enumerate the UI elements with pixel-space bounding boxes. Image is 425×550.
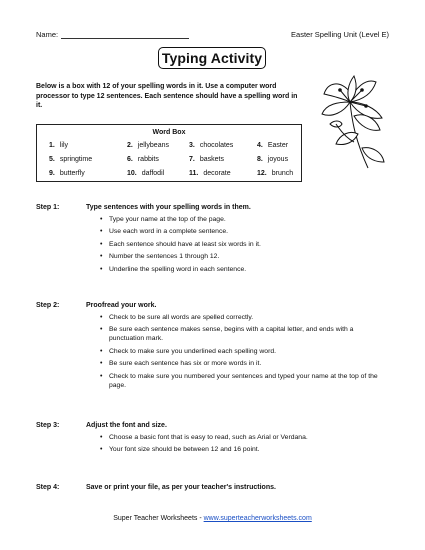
step-1-label: Step 1: bbox=[36, 204, 60, 211]
name-field bbox=[36, 30, 189, 39]
list-item: • Your font size should be between 12 and 16 point. bbox=[100, 445, 390, 454]
word-item bbox=[257, 142, 288, 149]
word-item bbox=[257, 170, 293, 177]
word-text: jellybeans bbox=[137, 142, 169, 149]
word-number: 3. bbox=[189, 142, 195, 149]
word-text: lily bbox=[59, 142, 69, 149]
list-item: • Type your name at the top of the page. bbox=[100, 215, 390, 224]
step-1-title: Type sentences with your spelling words in them. bbox=[86, 204, 251, 211]
list-item: • Number the sentences 1 through 12. bbox=[100, 252, 390, 261]
page-title: Typing Activity bbox=[158, 47, 266, 69]
word-text: Easter bbox=[267, 142, 289, 149]
list-item: • Underline the spelling word in each sentence. bbox=[100, 265, 390, 274]
word-number: 8. bbox=[257, 156, 263, 163]
word-item bbox=[127, 142, 169, 149]
word-text: springtime bbox=[59, 156, 93, 163]
word-number: 7. bbox=[189, 156, 195, 163]
word-number: 4. bbox=[257, 142, 263, 149]
word-number: 9. bbox=[49, 170, 55, 177]
word-text: joyous bbox=[267, 156, 289, 163]
name-label: Name: bbox=[36, 30, 59, 39]
step-2-title: Proofread your work. bbox=[86, 302, 157, 309]
word-item bbox=[257, 156, 288, 163]
intro-text: Below is a box with 12 of your spelling words in it. Use a computer word processor to type 12 sentences. Each sentence should have a spelling word in it. bbox=[36, 83, 298, 110]
footer-link[interactable]: www.superteacherworksheets.com bbox=[203, 515, 312, 522]
word-text: baskets bbox=[199, 156, 224, 163]
lily-flower-icon bbox=[310, 72, 394, 176]
word-item bbox=[127, 170, 164, 177]
word-text: decorate bbox=[203, 170, 231, 177]
list-item: • Each sentence should have at least six words in it. bbox=[100, 240, 390, 249]
unit-label: Easter Spelling Unit (Level E) bbox=[291, 30, 389, 39]
list-item: • Choose a basic font that is easy to read, such as Arial or Verdana. bbox=[100, 433, 390, 442]
word-item bbox=[189, 142, 233, 149]
name-line bbox=[61, 31, 189, 39]
word-item bbox=[49, 170, 85, 177]
word-text: chocolates bbox=[199, 142, 234, 149]
word-box bbox=[36, 124, 302, 182]
word-text: rabbits bbox=[137, 156, 159, 163]
footer-text: Super Teacher Worksheets - bbox=[113, 515, 204, 522]
word-number: 12. bbox=[257, 170, 267, 177]
step-4-label: Step 4: bbox=[36, 484, 60, 491]
word-item bbox=[49, 156, 92, 163]
step-3-title: Adjust the font and size. bbox=[86, 422, 167, 429]
step-4-title: Save or print your file, as per your teacher's instructions. bbox=[86, 484, 276, 491]
word-text: brunch bbox=[271, 170, 294, 177]
list-item: • Check to make sure you underlined each spelling word. bbox=[100, 347, 390, 356]
list-item: • Check to make sure you numbered your sentences and typed your name at the top of the page. bbox=[100, 372, 390, 390]
footer bbox=[0, 515, 425, 522]
word-item bbox=[49, 142, 68, 149]
word-text: daffodil bbox=[141, 170, 165, 177]
step-2-list bbox=[100, 313, 390, 393]
list-item: • Be sure each sentence makes sense, begins with a capital letter, and ends with a punctuation mark. bbox=[100, 325, 390, 343]
word-number: 2. bbox=[127, 142, 133, 149]
word-number: 10. bbox=[127, 170, 137, 177]
word-item bbox=[127, 156, 159, 163]
step-1-list bbox=[100, 215, 390, 277]
list-item: • Check to be sure all words are spelled correctly. bbox=[100, 313, 390, 322]
list-item: • Be sure each sentence has six or more words in it. bbox=[100, 359, 390, 368]
step-3-list bbox=[100, 433, 390, 458]
word-text: butterfly bbox=[59, 170, 85, 177]
word-box-title: Word Box bbox=[152, 129, 186, 136]
word-number: 5. bbox=[49, 156, 55, 163]
step-3-label: Step 3: bbox=[36, 422, 60, 429]
list-item: • Use each word in a complete sentence. bbox=[100, 227, 390, 236]
word-item bbox=[189, 170, 231, 177]
word-number: 11. bbox=[189, 170, 199, 177]
step-2-label: Step 2: bbox=[36, 302, 60, 309]
word-item bbox=[189, 156, 224, 163]
word-number: 6. bbox=[127, 156, 133, 163]
word-number: 1. bbox=[49, 142, 55, 149]
